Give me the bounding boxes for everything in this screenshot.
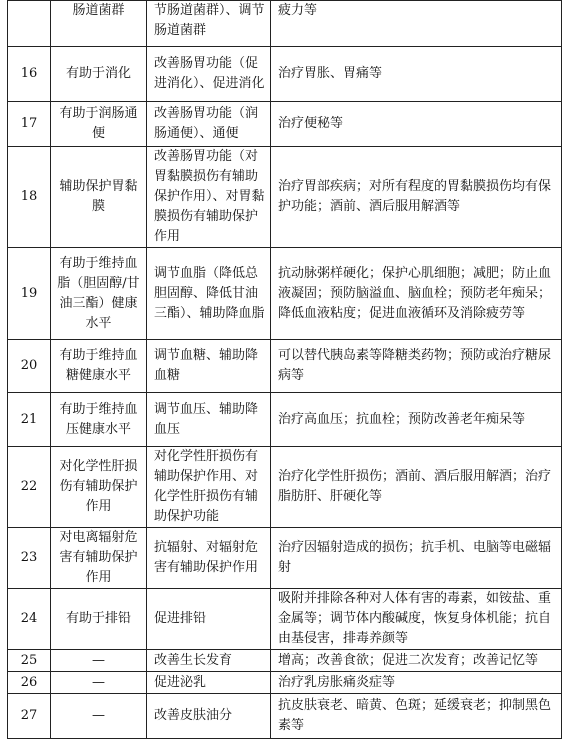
false-claim: 治疗胃部疾病；对所有程度的胃黏膜损伤均有保护功能；酒前、酒后服用解酒等 (271, 147, 562, 248)
false-claim: 抗动脉粥样硬化；保护心肌细胞；减肥；防止血液凝固；预防脑溢血、脑血栓；预防老年痴呆；降低血液粘度；促进血液循环及消除疲劳等 (271, 248, 562, 340)
row-number: 26 (8, 672, 51, 694)
claimed-function: 对电离辐射危害有辅助保护作用 (51, 528, 147, 589)
claimed-function: 肠道菌群 (51, 1, 147, 47)
claimed-function: 有助于维持血糖健康水平 (51, 340, 147, 393)
claimed-function: — (51, 650, 147, 672)
health-function-table (7, 0, 562, 739)
row-number: 19 (8, 248, 51, 340)
table-row (8, 589, 562, 650)
false-claim: 疲力等 (271, 1, 562, 47)
claimed-function: 有助于消化 (51, 47, 147, 102)
table-row (8, 147, 562, 248)
row-number: 17 (8, 102, 51, 147)
false-claim: 治疗因辐射造成的损伤；抗手机、电脑等电磁辐射 (271, 528, 562, 589)
claimed-function: 有助于排铅 (51, 589, 147, 650)
row-number: 25 (8, 650, 51, 672)
original-function: 调节血糖、辅助降血糖 (147, 340, 271, 393)
false-claim: 治疗化学性肝损伤；酒前、酒后服用解酒；治疗脂肪肝、肝硬化等 (271, 447, 562, 528)
table-row (8, 672, 562, 694)
original-function: 改善生长发育 (147, 650, 271, 672)
claimed-function: 对化学性肝损伤有辅助保护作用 (51, 447, 147, 528)
claimed-function: — (51, 694, 147, 739)
original-function: 改善肠胃功能（润肠通便）、通便 (147, 102, 271, 147)
row-number: 27 (8, 694, 51, 739)
table-row (8, 694, 562, 739)
false-claim: 增高；改善食欲；促进二次发育；改善记忆等 (271, 650, 562, 672)
row-number (8, 1, 51, 47)
false-claim: 可以替代胰岛素等降糖类药物；预防或治疗糖尿病等 (271, 340, 562, 393)
table-row (8, 102, 562, 147)
table-row (8, 47, 562, 102)
original-function: 节肠道菌群）、调节肠道菌群 (147, 1, 271, 47)
original-function: 对化学性肝损伤有辅助保护作用、对化学性肝损伤有辅助保护功能 (147, 447, 271, 528)
false-claim: 抗皮肤衰老、暗黄、色斑；延缓衰老；抑制黑色素等 (271, 694, 562, 739)
false-claim: 吸附并排除各种对人体有害的毒素，如铵盐、重金属等；调节体内酸碱度，恢复身体机能；抗自由基侵害，排毒养颜等 (271, 589, 562, 650)
false-claim: 治疗便秘等 (271, 102, 562, 147)
original-function: 抗辐射、对辐射危害有辅助保护作用 (147, 528, 271, 589)
table-row (8, 447, 562, 528)
claimed-function: 有助于维持血压健康水平 (51, 393, 147, 447)
table-row (8, 1, 562, 47)
claimed-function: 有助于润肠通便 (51, 102, 147, 147)
row-number: 24 (8, 589, 51, 650)
original-function: 调节血压、辅助降血压 (147, 393, 271, 447)
table-row (8, 393, 562, 447)
original-function: 改善肠胃功能（促进消化）、促进消化 (147, 47, 271, 102)
claimed-function: — (51, 672, 147, 694)
row-number: 20 (8, 340, 51, 393)
claimed-function: 有助于维持血脂（胆固醇/甘油三酯）健康水平 (51, 248, 147, 340)
table-row (8, 340, 562, 393)
row-number: 16 (8, 47, 51, 102)
row-number: 21 (8, 393, 51, 447)
false-claim: 治疗乳房胀痛炎症等 (271, 672, 562, 694)
table-row (8, 650, 562, 672)
false-claim: 治疗高血压；抗血栓；预防改善老年痴呆等 (271, 393, 562, 447)
original-function: 改善皮肤油分 (147, 694, 271, 739)
original-function: 改善肠胃功能（对胃黏膜损伤有辅助保护作用）、对胃黏膜损伤有辅助保护作用 (147, 147, 271, 248)
original-function: 促进泌乳 (147, 672, 271, 694)
claimed-function: 辅助保护胃黏膜 (51, 147, 147, 248)
row-number: 22 (8, 447, 51, 528)
table-row (8, 248, 562, 340)
row-number: 23 (8, 528, 51, 589)
table-row (8, 528, 562, 589)
row-number: 18 (8, 147, 51, 248)
false-claim: 治疗胃胀、胃痛等 (271, 47, 562, 102)
original-function: 促进排铅 (147, 589, 271, 650)
original-function: 调节血脂（降低总胆固醇、降低甘油三酯）、辅助降血脂 (147, 248, 271, 340)
